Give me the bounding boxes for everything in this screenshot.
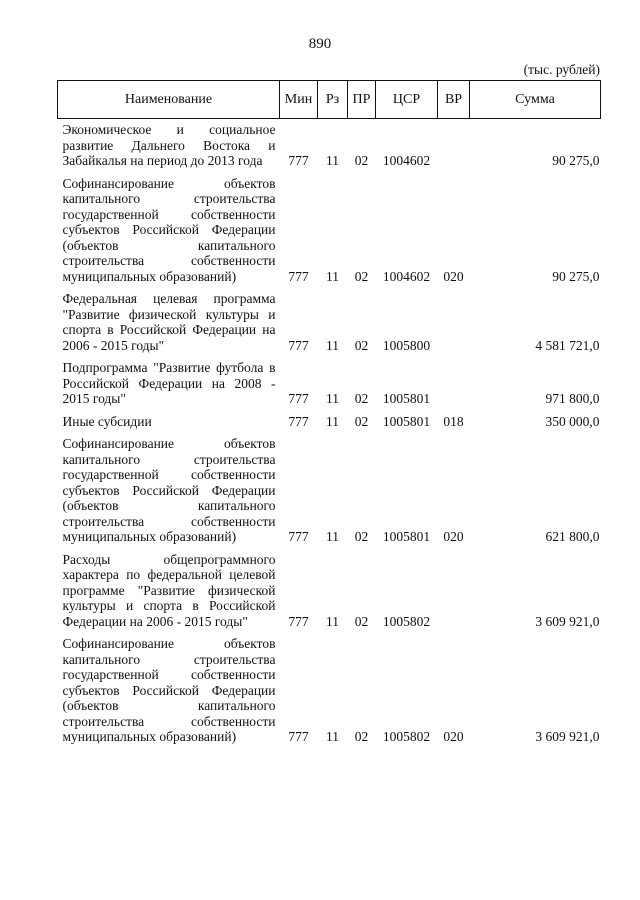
table-row bbox=[58, 357, 601, 411]
column-header-rz: Рз bbox=[318, 81, 348, 119]
row-rz: 11 bbox=[326, 391, 339, 406]
row-csr: 1005801 bbox=[382, 529, 431, 544]
row-rz: 11 bbox=[326, 337, 339, 353]
row-name: Софинансирование объектов капитального строительства государственной собственности субъектов Российской Федерации (объектов капитального строительства собственности муниципальных образований) bbox=[62, 436, 276, 544]
column-header-csr: ЦСР bbox=[376, 81, 438, 119]
column-header-sum: Сумма bbox=[470, 81, 601, 119]
table-body bbox=[58, 119, 601, 749]
column-header-vr: ВР bbox=[438, 81, 470, 119]
row-name: Софинансирование объектов капитального строительства государственной собственности субъектов Российской Федерации (объектов капитального строительства собственности муниципальных образований) bbox=[62, 175, 276, 284]
row-sum: 350 000,0 bbox=[545, 413, 600, 429]
row-min: 777 bbox=[288, 391, 309, 406]
row-vr bbox=[438, 119, 470, 173]
page-number: 890 bbox=[308, 36, 332, 52]
header-row bbox=[58, 81, 601, 119]
row-sum: 90 275,0 bbox=[552, 268, 600, 284]
row-vr: 020 bbox=[443, 729, 464, 744]
table-row bbox=[58, 173, 601, 289]
row-pr: 02 bbox=[354, 337, 369, 353]
row-vr bbox=[438, 549, 470, 634]
row-csr: 1005801 bbox=[382, 391, 431, 406]
row-vr: 020 bbox=[443, 268, 464, 284]
table-row bbox=[58, 411, 601, 434]
row-pr: 02 bbox=[354, 729, 369, 744]
row-min: 777 bbox=[288, 529, 309, 544]
row-csr: 1005802 bbox=[382, 613, 431, 629]
row-sum: 3 609 921,0 bbox=[535, 613, 600, 629]
row-sum: 3 609 921,0 bbox=[535, 729, 600, 744]
row-min: 777 bbox=[288, 153, 309, 168]
table-row bbox=[58, 633, 601, 749]
row-name: Расходы общепрограммного характера по федеральной целевой программе "Развитие физической культуры и спорта в Российской Федерации на 2006 - 2015 годы" bbox=[62, 551, 276, 629]
row-min: 777 bbox=[288, 337, 309, 353]
row-csr: 1005802 bbox=[382, 729, 431, 744]
row-name: Подпрограмма "Развитие футбола в Российской Федерации на 2008 - 2015 годы" bbox=[62, 360, 276, 406]
table-row bbox=[58, 433, 601, 549]
row-vr bbox=[438, 357, 470, 411]
row-csr: 1004602 bbox=[382, 153, 431, 168]
row-sum: 4 581 721,0 bbox=[535, 337, 600, 353]
table-row bbox=[58, 119, 601, 173]
row-rz: 11 bbox=[326, 729, 339, 744]
row-pr: 02 bbox=[354, 391, 369, 406]
table-header bbox=[58, 81, 601, 119]
column-header-pr: ПР bbox=[348, 81, 376, 119]
row-pr: 02 bbox=[354, 268, 369, 284]
row-min: 777 bbox=[288, 729, 309, 744]
row-pr: 02 bbox=[354, 613, 369, 629]
table-row bbox=[58, 549, 601, 634]
row-pr: 02 bbox=[354, 153, 369, 168]
row-min: 777 bbox=[288, 613, 309, 629]
row-name: Иные субсидии bbox=[62, 413, 152, 429]
row-csr: 1005801 bbox=[382, 413, 431, 429]
row-sum: 971 800,0 bbox=[545, 391, 600, 406]
row-vr bbox=[438, 288, 470, 357]
row-vr: 018 bbox=[443, 413, 464, 429]
row-sum: 621 800,0 bbox=[545, 529, 600, 544]
row-rz: 11 bbox=[326, 268, 339, 284]
row-csr: 1005800 bbox=[382, 337, 431, 353]
row-pr: 02 bbox=[354, 413, 369, 429]
row-name: Федеральная целевая программа "Развитие физической культуры и спорта в Российской Федерации на 2006 - 2015 годы" bbox=[62, 291, 276, 353]
units-note: (тыс. рублей) bbox=[523, 62, 600, 77]
budget-table bbox=[57, 80, 601, 749]
column-header-min: Мин bbox=[280, 81, 318, 119]
row-rz: 11 bbox=[326, 153, 339, 168]
row-vr: 020 bbox=[443, 529, 464, 544]
row-sum: 90 275,0 bbox=[552, 153, 600, 168]
row-rz: 11 bbox=[326, 529, 339, 544]
row-rz: 11 bbox=[326, 413, 339, 429]
column-header-name: Наименование bbox=[58, 81, 280, 119]
row-name: Экономическое и социальное развитие Дальнего Востока и Забайкалья на период до 2013 года bbox=[62, 122, 276, 168]
row-name: Софинансирование объектов капитального строительства государственной собственности субъектов Российской Федерации (объектов капитального строительства собственности муниципальных образований) bbox=[62, 636, 276, 744]
row-min: 777 bbox=[288, 268, 309, 284]
row-min: 777 bbox=[288, 413, 309, 429]
row-rz: 11 bbox=[326, 613, 339, 629]
table-row bbox=[58, 288, 601, 357]
row-pr: 02 bbox=[354, 529, 369, 544]
row-csr: 1004602 bbox=[382, 268, 431, 284]
